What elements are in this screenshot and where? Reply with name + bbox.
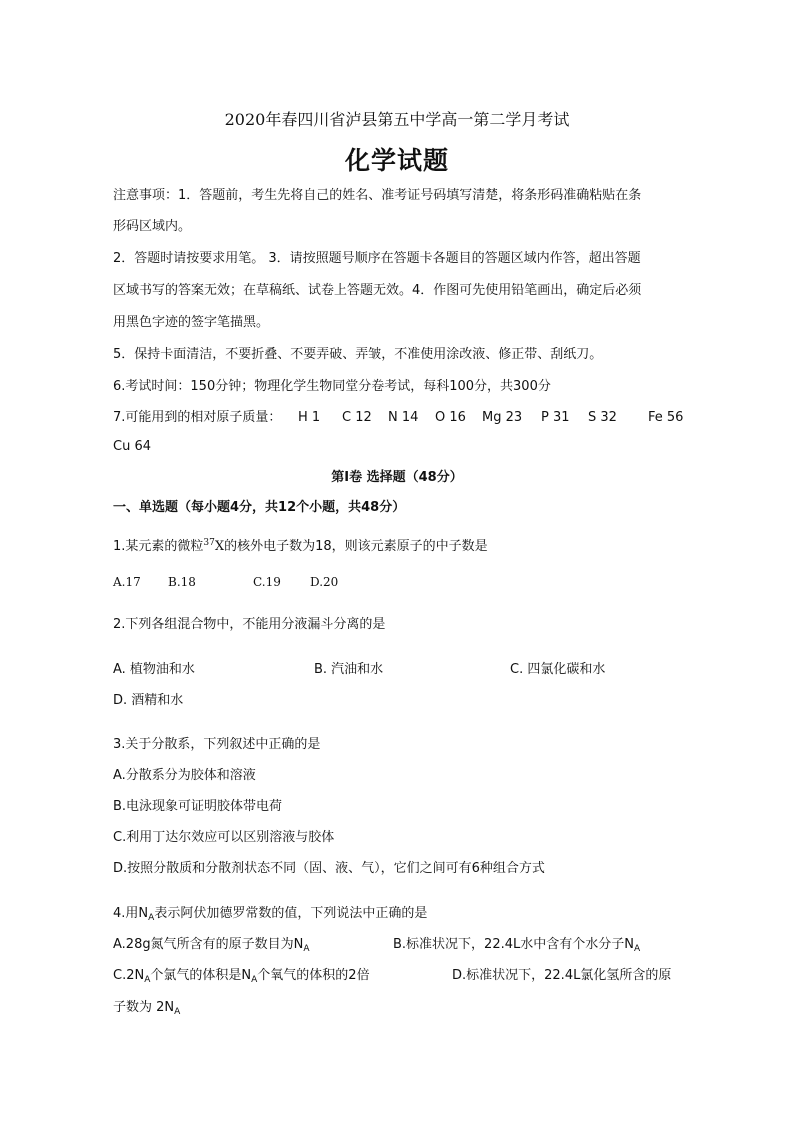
note-line-4: 区域书写的答案无效；在草稿纸、试卷上答题无效。4．作图可先使用铅笔画出，确定后必须 xyxy=(113,283,642,298)
q4-option-b-text: B.标准状况下，22.4L水中含有个水分子N xyxy=(393,937,634,952)
q4-option-c-text2: 个氯气的体积是N xyxy=(150,968,252,983)
q4-option-d-cont xyxy=(113,999,180,1017)
q1-option-a: A.17 xyxy=(113,575,141,589)
q4-stem-sub: A xyxy=(148,913,155,923)
note-line-8-label: 7.可能用到的相对原子质量： xyxy=(113,410,282,425)
q4-option-c-sub1: A xyxy=(144,975,151,985)
q4-option-c xyxy=(113,967,370,985)
note-line-6: 5．保持卡面清洁，不要折叠、不要弄破、弄皱，不准使用涂改液、修正带、刮纸刀。 xyxy=(113,347,603,362)
subject-title: 化学试题 xyxy=(344,146,449,175)
q4-option-a-text: A.28g氮气所含有的原子数目为N xyxy=(113,937,304,952)
note-line-2: 形码区域内。 xyxy=(113,219,192,234)
exam-title: 2020年春四川省泸县第五中学高一第二学月考试 xyxy=(224,110,570,129)
q1-option-b: B.18 xyxy=(168,575,196,589)
atomic-mass-h: H 1 xyxy=(298,410,321,425)
q3-option-b: B.电泳现象可证明胶体带电荷 xyxy=(113,799,283,814)
q2-stem: 2.下列各组混合物中，不能用分液漏斗分离的是 xyxy=(113,617,386,632)
q2-option-a: A. 植物油和水 xyxy=(113,662,195,677)
q2-option-c: C. 四氯化碳和水 xyxy=(510,662,606,677)
q4-option-a-sub: A xyxy=(303,944,310,954)
atomic-mass-fe: Fe 56 xyxy=(648,410,684,425)
q1-element: X xyxy=(214,539,225,554)
q4-option-b-sub: A xyxy=(633,944,641,954)
q4-stem xyxy=(113,905,427,923)
q4-option-d-text2: 子数为 2N xyxy=(113,1000,175,1015)
q1-option-c: C.19 xyxy=(253,575,281,589)
q1-mass-number: 37 xyxy=(203,538,215,548)
q4-option-c-text3: 个氧气的体积的2倍 xyxy=(257,968,370,983)
q1-stem xyxy=(113,538,488,556)
note-line-3: 2．答题时请按要求用笔。 3．请按照题号顺序在答题卡各题目的答题区域内作答，超出答题 xyxy=(113,251,641,266)
q4-option-b xyxy=(393,936,640,954)
q3-option-d: D.按照分散质和分散剂状态不同（固、液、气），它们之间可有6种组合方式 xyxy=(113,861,545,876)
q4-option-c-sub2: A xyxy=(251,975,258,985)
q3-stem: 3.关于分散系，下列叙述中正确的是 xyxy=(113,737,321,752)
q1-stem-a: 1.某元素的微粒 xyxy=(113,539,204,554)
atomic-mass-c: C 12 xyxy=(342,410,372,425)
q1-stem-c: 的核外电子数为18，则该元素原子的中子数是 xyxy=(224,539,488,554)
q1-option-d: D.20 xyxy=(310,575,339,589)
atomic-mass-o: O 16 xyxy=(435,410,466,425)
note-line-9: Cu 64 xyxy=(113,439,151,454)
q4-stem-b: 表示阿伏加德罗常数的值，下列说法中正确的是 xyxy=(154,906,428,921)
q2-option-b: B. 汽油和水 xyxy=(314,662,384,677)
q4-stem-a: 4.用N xyxy=(113,906,149,921)
q4-option-a xyxy=(113,936,310,954)
atomic-mass-mg: Mg 23 xyxy=(482,410,523,425)
q2-option-d: D. 酒精和水 xyxy=(113,693,184,708)
section1-heading: 一、单选题（每小题4分，共12个小题，共48分） xyxy=(113,500,406,515)
q3-option-c: C.利用丁达尔效应可以区别溶液与胶体 xyxy=(113,830,335,845)
q4-option-d: D.标准状况下，22.4L氯化氢所含的原 xyxy=(452,968,672,983)
q4-option-c-text1: C.2N xyxy=(113,968,145,983)
atomic-mass-s: S 32 xyxy=(588,410,617,425)
q4-option-d-sub: A xyxy=(174,1007,181,1017)
note-line-5: 用黑色字迹的签字笔描黑。 xyxy=(113,315,270,330)
atomic-mass-n: N 14 xyxy=(388,410,419,425)
note-line-1: 注意事项：1．答题前，考生先将自己的姓名、准考证号码填写清楚，将条形码准确粘贴在条 xyxy=(113,188,642,203)
part1-title: 第Ⅰ卷 选择题（48分） xyxy=(331,470,463,485)
q3-option-a: A.分散系分为胶体和溶液 xyxy=(113,768,256,783)
atomic-mass-p: P 31 xyxy=(541,410,570,425)
note-line-7: 6.考试时间：150分钟；物理化学生物同堂分卷考试，每科100分，共300分 xyxy=(113,379,551,394)
